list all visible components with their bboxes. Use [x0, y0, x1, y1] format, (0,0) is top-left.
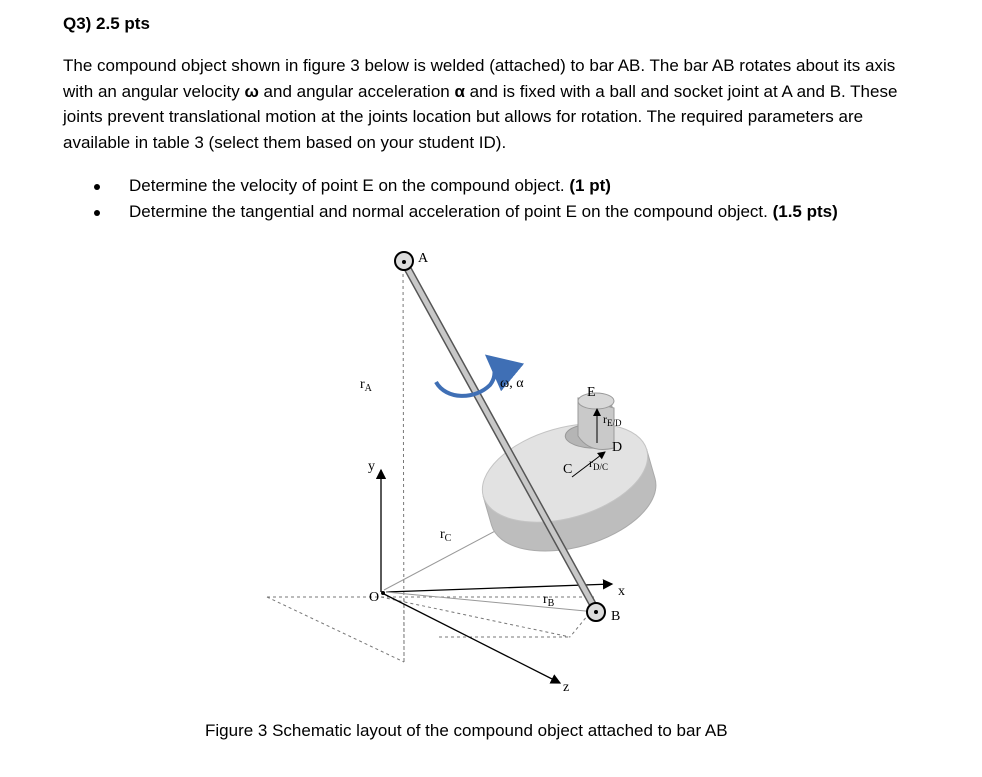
task-text: Determine the tangential and normal acceleration of point E on the compound object.: [129, 202, 773, 221]
label-e: E: [587, 385, 596, 400]
label-r-ed: $r_{E/D}$: [603, 412, 622, 428]
task-points: (1.5 pts): [772, 202, 838, 221]
label-d: D: [612, 440, 623, 455]
alpha-symbol: α: [454, 81, 465, 101]
label-a: A: [418, 251, 429, 266]
label-omega-alpha: ω, α: [500, 376, 524, 391]
label-r-dc: $r_{D/C}$: [589, 456, 609, 472]
label-r-c: $r_C$: [440, 527, 452, 544]
point-o-icon: [381, 591, 385, 595]
task-points: (1 pt): [569, 176, 611, 195]
r-b-vector: [386, 592, 596, 612]
label-r-a: $r_A$: [360, 377, 372, 394]
omega-symbol: ω: [244, 81, 259, 101]
label-c: C: [563, 462, 573, 477]
figure-caption: Figure 3 Schematic layout of the compound object attached to bar AB: [205, 721, 728, 740]
label-o: O: [369, 590, 380, 605]
z-axis: [384, 594, 560, 683]
question-text-part-1: The compound object shown in figure 3 below is welded (attached) to bar AB. The bar AB rotates about its axis with an angular velocity: [63, 56, 896, 101]
question-text-part-2: and angular acceleration: [258, 81, 455, 101]
label-b: B: [611, 609, 621, 624]
label-z: z: [563, 680, 570, 695]
question-title: Q3) 2.5 pts: [63, 14, 150, 33]
question-text-part-3: and is fixed with a ball and socket joint at A and B. These joints prevent translational motion at the joints location but allows for rotation. The required parameters are available in table 3 (select them based on your student ID).: [63, 81, 898, 152]
label-r-b: $r_B$: [543, 592, 555, 609]
task-text: Determine the velocity of point E on the compound object.: [129, 176, 570, 195]
label-y: y: [368, 459, 375, 474]
label-x: x: [618, 584, 625, 599]
